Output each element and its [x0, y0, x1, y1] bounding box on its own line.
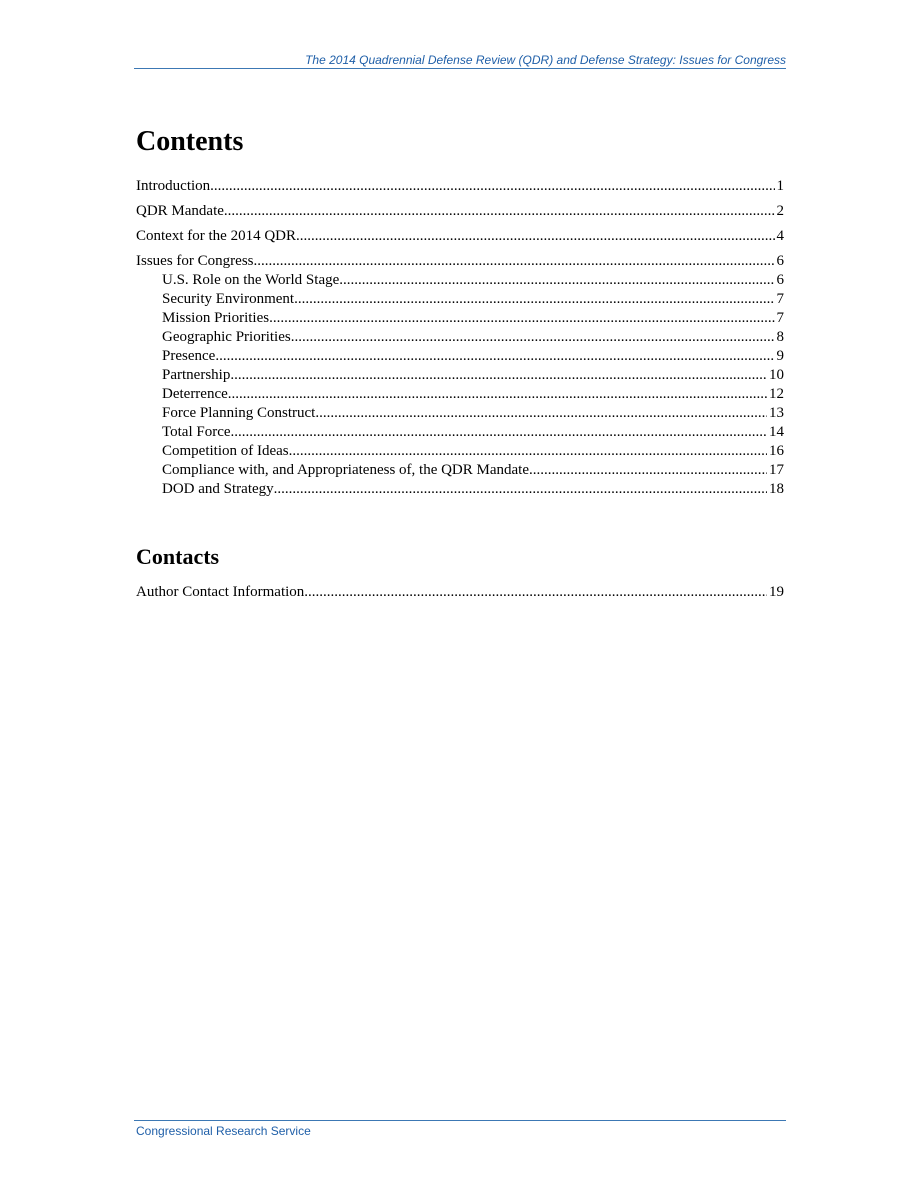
toc-entry-label: Mission Priorities [162, 310, 270, 326]
toc-entry-page: 16 [769, 443, 784, 459]
toc-entry-label: DOD and Strategy [162, 481, 274, 497]
toc-entry-label: Competition of Ideas [162, 443, 289, 459]
dot-leader [296, 227, 775, 246]
toc-entry-page: 4 [776, 228, 784, 244]
toc-entry-page: 19 [769, 584, 784, 600]
running-header: The 2014 Quadrennial Defense Review (QDR) and Defense Strategy: Issues for Congress [305, 53, 786, 67]
contacts-heading: Contacts [136, 544, 220, 569]
toc-entry-label: Context for the 2014 QDR [136, 228, 296, 244]
toc-entry-page: 13 [769, 405, 784, 421]
toc-entry-context[interactable] [136, 227, 784, 246]
toc-entry-compliance[interactable] [136, 461, 784, 480]
toc-entry-author-contact[interactable] [136, 583, 784, 602]
toc-entry-geographic-priorities[interactable] [136, 328, 784, 347]
contents-heading: Contents [136, 126, 244, 157]
toc-entry-introduction[interactable] [136, 177, 784, 196]
toc-entry-page: 10 [769, 367, 784, 383]
dot-leader [215, 347, 774, 366]
dot-leader [339, 271, 774, 290]
toc-entry-qdr-mandate[interactable] [136, 202, 784, 221]
toc-entry-label: Geographic Priorities [162, 329, 291, 345]
dot-leader [269, 309, 774, 328]
toc-entry-page: 18 [769, 481, 784, 497]
toc-entry-page: 9 [776, 348, 784, 364]
dot-leader [294, 290, 774, 309]
toc-entry-force-planning[interactable] [136, 404, 784, 423]
toc-entry-page: 1 [776, 178, 784, 194]
toc-entry-label: U.S. Role on the World Stage [162, 272, 340, 288]
toc-entry-label: Security Environment [162, 291, 295, 307]
toc-entry-dod-and-strategy[interactable] [136, 480, 784, 499]
dot-leader [210, 177, 774, 196]
toc-entry-page: 6 [776, 253, 784, 269]
toc-entry-page: 12 [769, 386, 784, 402]
dot-leader [274, 480, 767, 499]
dot-leader [315, 404, 767, 423]
dot-leader [224, 202, 775, 221]
toc-entry-page: 6 [776, 272, 784, 288]
toc-entry-page: 2 [776, 203, 784, 219]
toc-entry-page: 17 [769, 462, 784, 478]
toc-entry-presence[interactable] [136, 347, 784, 366]
toc-entry-label: Issues for Congress [136, 253, 254, 269]
footer-rule [134, 1120, 786, 1121]
toc-entry-page: 7 [776, 310, 784, 326]
toc-entry-page: 7 [776, 291, 784, 307]
toc-entry-label: Deterrence [162, 386, 228, 402]
toc-entry-deterrence[interactable] [136, 385, 784, 404]
dot-leader [291, 328, 775, 347]
toc-entry-page: 14 [769, 424, 784, 440]
toc-entry-label: QDR Mandate [136, 203, 224, 219]
toc-entry-label: Presence [162, 348, 216, 364]
table-of-contents [136, 177, 784, 499]
dot-leader [228, 385, 767, 404]
toc-entry-issues-for-congress[interactable] [136, 252, 784, 271]
dot-leader [230, 366, 767, 385]
toc-entry-security-environment[interactable] [136, 290, 784, 309]
toc-entry-label: Total Force [162, 424, 231, 440]
contacts-list [136, 583, 784, 602]
toc-entry-us-role[interactable] [136, 271, 784, 290]
dot-leader [231, 423, 767, 442]
toc-entry-competition-of-ideas[interactable] [136, 442, 784, 461]
toc-entry-label: Compliance with, and Appropriateness of, the QDR Mandate [162, 462, 530, 478]
dot-leader [289, 442, 767, 461]
footer-text: Congressional Research Service [136, 1124, 311, 1138]
toc-entry-label: Author Contact Information [136, 584, 305, 600]
header-rule [134, 68, 786, 69]
toc-entry-label: Force Planning Construct [162, 405, 316, 421]
toc-entry-page: 8 [776, 329, 784, 345]
dot-leader [254, 252, 775, 271]
toc-entry-total-force[interactable] [136, 423, 784, 442]
toc-entry-partnership[interactable] [136, 366, 784, 385]
toc-entry-label: Partnership [162, 367, 231, 383]
toc-entry-mission-priorities[interactable] [136, 309, 784, 328]
dot-leader [529, 461, 767, 480]
toc-entry-label: Introduction [136, 178, 211, 194]
dot-leader [304, 583, 767, 602]
